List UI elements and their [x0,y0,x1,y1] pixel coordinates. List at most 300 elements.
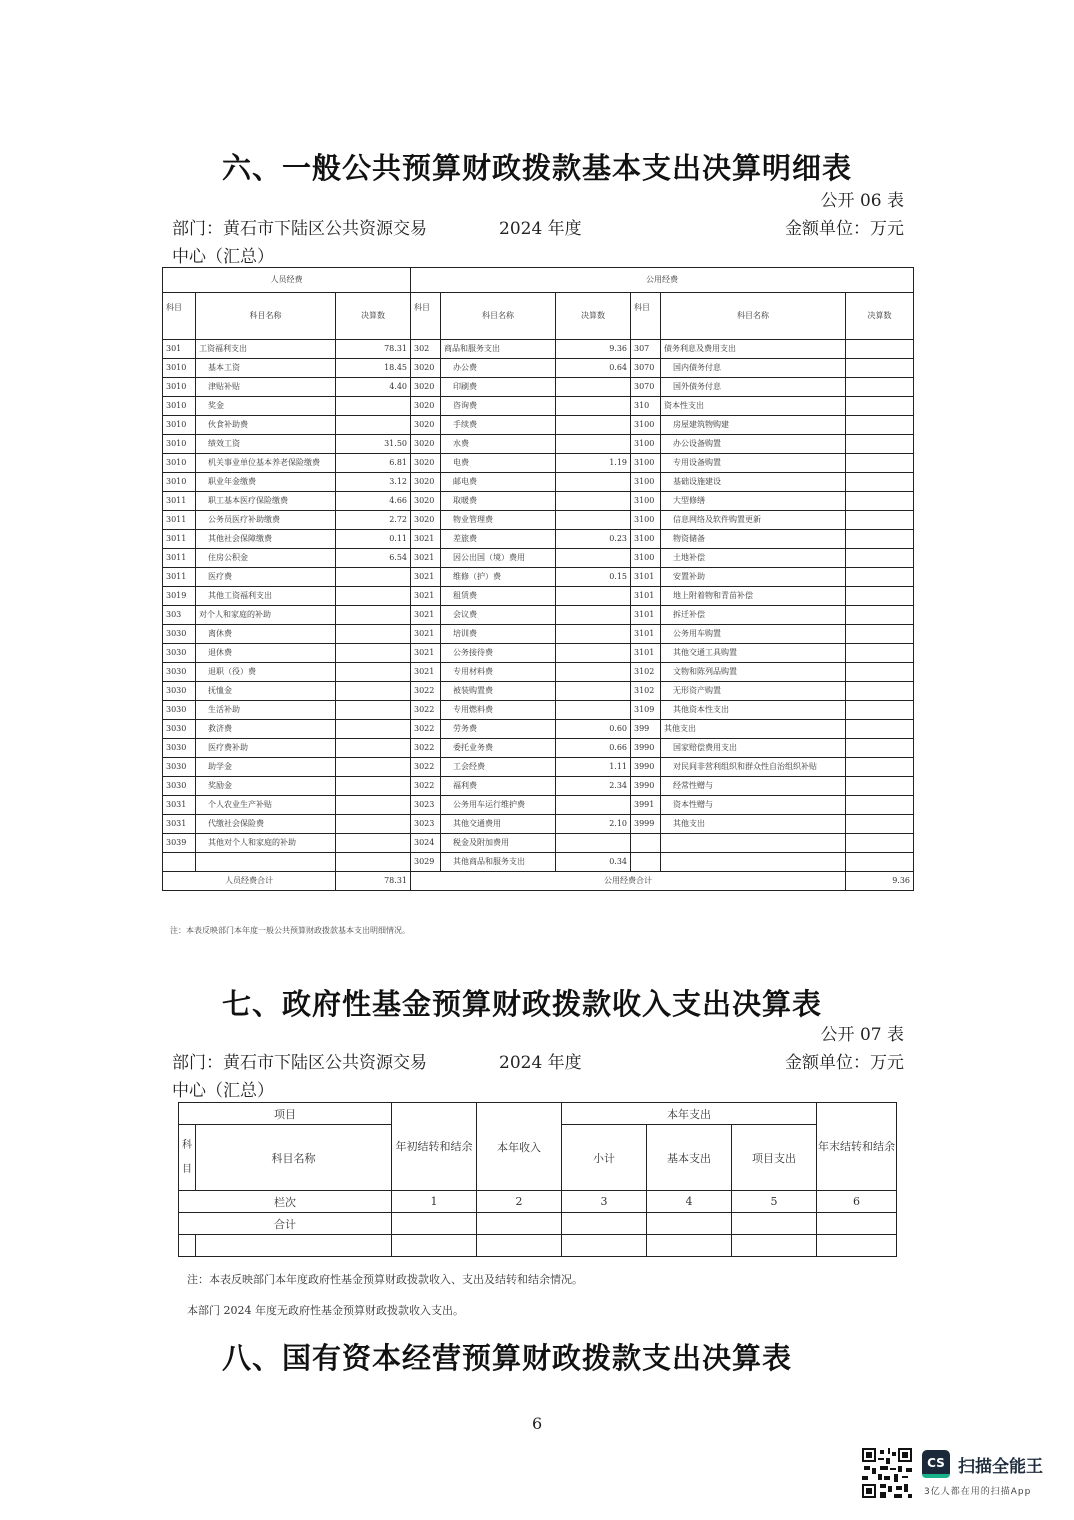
public-b-amount-cell [846,625,914,644]
public-a-code-cell: 3021 [411,663,441,682]
personnel-code-cell: 3031 [163,796,196,815]
group-personnel: 人员经费 [163,268,411,293]
header-subtotal: 小计 [562,1125,647,1191]
public-b-name-cell [661,853,846,872]
public-a-name-cell: 培训费 [441,625,556,644]
section6-dept-cont: 中心（汇总） [172,247,274,267]
public-a-code-cell: 3022 [411,758,441,777]
personnel-amount-cell [336,416,411,435]
table-row [163,340,914,359]
public-a-code-cell: 3020 [411,378,441,397]
col-name: 科目名称 [196,293,336,340]
public-b-amount-cell [846,815,914,834]
personnel-name-cell: 绩效工资 [196,435,336,454]
public-b-name-cell: 经常性赠与 [661,777,846,796]
public-a-name-cell: 邮电费 [441,473,556,492]
public-a-code-cell: 3021 [411,625,441,644]
personnel-amount-cell: 78.31 [336,340,411,359]
public-a-code-cell: 3020 [411,397,441,416]
personnel-code-cell: 3010 [163,416,196,435]
personnel-code-cell: 3010 [163,454,196,473]
public-b-name-cell: 基础设施建设 [661,473,846,492]
personnel-amount-cell: 0.11 [336,530,411,549]
public-b-amount-cell [846,416,914,435]
public-b-name-cell: 拆迁补偿 [661,606,846,625]
public-b-code-cell: 3101 [631,587,661,606]
personnel-name-cell: 奖金 [196,397,336,416]
personnel-code-cell: 3030 [163,777,196,796]
table-row [163,720,914,739]
empty-cell [562,1235,647,1257]
public-b-code-cell: 3101 [631,625,661,644]
section6-title: 六、一般公共预算财政拨款基本支出决算明细表 [222,151,853,185]
personnel-amount-cell [336,758,411,777]
public-b-code-cell: 3990 [631,777,661,796]
public-b-code-cell: 3100 [631,473,661,492]
public-b-name-cell: 无形资产购置 [661,682,846,701]
personnel-name-cell: 退职（役）费 [196,663,336,682]
public-b-code-cell: 3100 [631,530,661,549]
public-total-label: 公用经费合计 [411,872,846,891]
public-a-code-cell: 3021 [411,549,441,568]
section8-title: 八、国有资本经营预算财政拨款支出决算表 [222,1341,793,1375]
public-b-code-cell: 3991 [631,796,661,815]
public-a-amount-cell: 1.11 [556,758,631,777]
public-b-amount-cell [846,777,914,796]
personnel-amount-cell [336,587,411,606]
public-a-amount-cell: 0.34 [556,853,631,872]
public-b-name-cell [661,834,846,853]
personnel-amount-cell: 3.12 [336,473,411,492]
public-b-amount-cell [846,378,914,397]
public-b-name-cell: 其他资本性支出 [661,701,846,720]
personnel-code-cell: 3010 [163,378,196,397]
personnel-code-cell: 3010 [163,435,196,454]
public-b-name-cell: 国家赔偿费用支出 [661,739,846,758]
personnel-amount-cell: 2.72 [336,511,411,530]
empty-row [179,1235,897,1257]
public-a-code-cell: 3020 [411,359,441,378]
personnel-amount-cell [336,701,411,720]
public-b-code-cell: 3070 [631,359,661,378]
public-a-amount-cell [556,587,631,606]
personnel-code-cell: 3030 [163,739,196,758]
public-b-name-cell: 信息网络及软件购置更新 [661,511,846,530]
index-label: 栏次 [179,1191,392,1213]
public-a-amount-cell [556,796,631,815]
section6-table-no: 公开 06 表 [820,191,904,211]
table-row [163,663,914,682]
public-b-amount-cell [846,587,914,606]
personnel-amount-cell: 31.50 [336,435,411,454]
public-a-code-cell: 3029 [411,853,441,872]
table-row [163,644,914,663]
public-b-name-cell: 资本性支出 [661,397,846,416]
table-row [163,511,914,530]
public-b-code-cell: 3990 [631,758,661,777]
public-b-code-cell: 3100 [631,492,661,511]
table-row [163,701,914,720]
column-header-row [163,293,914,340]
section7-dept-cont: 中心（汇总） [172,1081,274,1101]
header-item: 项目 [179,1103,392,1125]
camscanner-slogan: 3亿人都在用的扫描App [924,1487,1032,1497]
public-a-code-cell: 3021 [411,644,441,663]
public-b-name-cell: 专用设备购置 [661,454,846,473]
empty-cell [179,1235,196,1257]
public-b-amount-cell [846,454,914,473]
public-b-amount-cell [846,435,914,454]
table-row [163,853,914,872]
public-b-name-cell: 办公设备购置 [661,435,846,454]
basic-expenditure-table [162,267,914,891]
public-a-name-cell: 专用燃料费 [441,701,556,720]
empty-cell [817,1235,897,1257]
public-a-code-cell: 3020 [411,492,441,511]
table-row [163,796,914,815]
public-a-code-cell: 3021 [411,530,441,549]
public-a-amount-cell [556,701,631,720]
personnel-code-cell: 3030 [163,625,196,644]
public-b-amount-cell [846,644,914,663]
personnel-amount-cell [336,397,411,416]
personnel-name-cell: 其他社会保障缴费 [196,530,336,549]
public-a-name-cell: 商品和服务支出 [441,340,556,359]
public-a-amount-cell: 2.34 [556,777,631,796]
section7-unit: 金额单位：万元 [785,1053,904,1073]
personnel-amount-cell [336,796,411,815]
public-b-amount-cell [846,834,914,853]
table-row [163,416,914,435]
personnel-name-cell: 抚恤金 [196,682,336,701]
personnel-amount-cell [336,777,411,796]
public-a-name-cell: 会议费 [441,606,556,625]
table-row [163,435,914,454]
empty-cell [477,1235,562,1257]
table-row [163,473,914,492]
index-cell: 6 [817,1191,897,1213]
public-a-code-cell: 3020 [411,454,441,473]
personnel-amount-cell: 18.45 [336,359,411,378]
section7-dept: 部门：黄石市下陆区公共资源交易 [172,1053,427,1073]
personnel-name-cell: 退休费 [196,644,336,663]
personnel-name-cell: 其他工资福利支出 [196,587,336,606]
public-a-name-cell: 委托业务费 [441,739,556,758]
table-row [163,492,914,511]
public-a-code-cell: 3024 [411,834,441,853]
public-a-name-cell: 公务用车运行维护费 [441,796,556,815]
public-a-name-cell: 办公费 [441,359,556,378]
public-a-name-cell: 其他交通费用 [441,815,556,834]
personnel-name-cell: 住房公积金 [196,549,336,568]
section7-table-no: 公开 07 表 [820,1025,904,1045]
section7-year: 2024 年度 [499,1053,582,1073]
public-a-code-cell: 3020 [411,511,441,530]
personnel-name-cell: 助学金 [196,758,336,777]
personnel-code-cell: 3011 [163,549,196,568]
header-name: 科目名称 [196,1125,392,1191]
index-cell: 1 [392,1191,477,1213]
public-a-code-cell: 3023 [411,796,441,815]
public-b-amount-cell [846,397,914,416]
personnel-code-cell: 3030 [163,644,196,663]
personnel-amount-cell [336,815,411,834]
public-b-name-cell: 文物和陈列品购置 [661,663,846,682]
table-row [163,777,914,796]
header-project: 项目支出 [732,1125,817,1191]
index-cell: 5 [732,1191,817,1213]
table-row [163,359,914,378]
public-a-name-cell: 水费 [441,435,556,454]
personnel-code-cell: 301 [163,340,196,359]
personnel-name-cell: 机关事业单位基本养老保险缴费 [196,454,336,473]
public-b-amount-cell [846,473,914,492]
public-b-code-cell: 3100 [631,416,661,435]
public-a-name-cell: 被装购置费 [441,682,556,701]
total-label: 合计 [179,1213,392,1235]
public-a-amount-cell [556,473,631,492]
public-a-code-cell: 3022 [411,701,441,720]
public-a-code-cell: 3022 [411,682,441,701]
camscanner-brand: 扫描全能王 [958,1457,1043,1477]
personnel-name-cell: 职工基本医疗保险缴费 [196,492,336,511]
public-a-amount-cell [556,511,631,530]
total-row [179,1213,897,1235]
table-row [163,549,914,568]
section6-unit: 金额单位：万元 [785,219,904,239]
public-a-name-cell: 手续费 [441,416,556,435]
public-b-code-cell: 307 [631,340,661,359]
qr-code-icon [862,1448,912,1498]
col-code: 科目 [631,293,661,340]
public-b-code-cell: 3100 [631,454,661,473]
personnel-amount-cell [336,720,411,739]
public-b-code-cell: 3100 [631,549,661,568]
public-a-name-cell: 咨询费 [441,397,556,416]
personnel-name-cell: 伙食补助费 [196,416,336,435]
table-row [163,378,914,397]
public-a-amount-cell [556,397,631,416]
header-end-balance: 年末结转和结余 [817,1103,897,1191]
public-a-amount-cell [556,378,631,397]
personnel-amount-cell [336,682,411,701]
public-a-code-cell: 3023 [411,815,441,834]
personnel-amount-cell: 4.40 [336,378,411,397]
public-b-name-cell: 物资储备 [661,530,846,549]
personnel-name-cell: 奖励金 [196,777,336,796]
personnel-code-cell: 3011 [163,568,196,587]
public-a-name-cell: 工会经费 [441,758,556,777]
section6-dept: 部门：黄石市下陆区公共资源交易 [172,219,427,239]
public-a-name-cell: 租赁费 [441,587,556,606]
public-b-name-cell: 资本性赠与 [661,796,846,815]
col-name: 科目名称 [661,293,846,340]
index-cell: 4 [647,1191,732,1213]
section6-year: 2024 年度 [499,219,582,239]
public-a-amount-cell: 0.15 [556,568,631,587]
personnel-name-cell: 津贴补贴 [196,378,336,397]
personnel-amount-cell [336,663,411,682]
personnel-code-cell: 3010 [163,473,196,492]
public-total-value: 9.36 [846,872,914,891]
public-a-code-cell: 3022 [411,739,441,758]
group-public: 公用经费 [411,268,914,293]
table-row [163,625,914,644]
page-number: 6 [532,1414,543,1433]
empty-cell [392,1235,477,1257]
public-a-name-cell: 物业管理费 [441,511,556,530]
table-row [163,587,914,606]
group-header-row [163,268,914,293]
camscanner-logo-icon: CS [922,1450,950,1478]
personnel-name-cell: 医疗费补助 [196,739,336,758]
public-b-amount-cell [846,701,914,720]
section7-note: 注：本表反映部门本年度政府性基金预算财政拨款收入、支出及结转和结余情况。 [187,1273,583,1286]
camscanner-watermark [862,1448,1062,1502]
personnel-total-value: 78.31 [336,872,411,891]
public-b-amount-cell [846,663,914,682]
col-amount: 决算数 [846,293,914,340]
personnel-code-cell: 3039 [163,834,196,853]
personnel-name-cell: 生活补助 [196,701,336,720]
public-b-name-cell: 地上附着物和青苗补偿 [661,587,846,606]
table-row [163,568,914,587]
empty-cell [562,1213,647,1235]
public-b-code-cell: 3109 [631,701,661,720]
index-row [179,1191,897,1213]
public-a-name-cell: 专用材料费 [441,663,556,682]
public-b-code-cell: 3101 [631,568,661,587]
public-b-code-cell: 3990 [631,739,661,758]
public-b-amount-cell [846,682,914,701]
table-row [163,834,914,853]
public-a-amount-cell [556,416,631,435]
gov-fund-table [178,1102,897,1257]
public-b-code-cell: 399 [631,720,661,739]
public-a-amount-cell [556,606,631,625]
public-a-amount-cell: 9.36 [556,340,631,359]
public-b-name-cell: 国外债务付息 [661,378,846,397]
personnel-code-cell: 3010 [163,397,196,416]
personnel-name-cell: 职业年金缴费 [196,473,336,492]
public-a-name-cell: 公务接待费 [441,644,556,663]
col-code: 科目 [163,293,196,340]
public-b-name-cell: 土地补偿 [661,549,846,568]
header-income: 本年收入 [477,1103,562,1191]
public-a-amount-cell [556,663,631,682]
table-row [163,739,914,758]
public-b-amount-cell [846,796,914,815]
empty-cell [392,1213,477,1235]
personnel-amount-cell [336,644,411,663]
personnel-code-cell: 3030 [163,701,196,720]
public-a-code-cell: 3021 [411,606,441,625]
table-row [163,606,914,625]
public-a-name-cell: 其他商品和服务支出 [441,853,556,872]
public-b-name-cell: 大型修缮 [661,492,846,511]
empty-cell [817,1213,897,1235]
personnel-code-cell: 303 [163,606,196,625]
public-b-name-cell: 其他支出 [661,720,846,739]
public-b-amount-cell [846,359,914,378]
public-b-name-cell: 国内债务付息 [661,359,846,378]
table-row [163,682,914,701]
personnel-amount-cell: 6.81 [336,454,411,473]
index-cell: 2 [477,1191,562,1213]
public-b-name-cell: 债务利息及费用支出 [661,340,846,359]
public-b-code-cell: 3102 [631,682,661,701]
header-begin-balance: 年初结转和结余 [392,1103,477,1191]
empty-cell [477,1213,562,1235]
public-a-code-cell: 3020 [411,473,441,492]
public-a-name-cell: 电费 [441,454,556,473]
public-a-name-cell: 维修（护）费 [441,568,556,587]
header-code: 科目 [179,1125,196,1191]
public-a-amount-cell: 1.19 [556,454,631,473]
section6-note: 注：本表反映部门本年度一般公共预算财政拨款基本支出明细情况。 [170,926,410,935]
public-b-code-cell [631,834,661,853]
public-a-amount-cell [556,682,631,701]
public-a-name-cell: 差旅费 [441,530,556,549]
public-b-amount-cell [846,568,914,587]
public-b-code-cell: 3101 [631,644,661,663]
personnel-name-cell: 医疗费 [196,568,336,587]
personnel-amount-cell: 6.54 [336,549,411,568]
personnel-name-cell: 公务员医疗补助缴费 [196,511,336,530]
public-a-amount-cell [556,625,631,644]
personnel-code-cell: 3030 [163,720,196,739]
public-a-amount-cell: 0.64 [556,359,631,378]
public-b-code-cell: 3070 [631,378,661,397]
table-row [163,815,914,834]
empty-cell [196,1235,392,1257]
personnel-name-cell: 工资福利支出 [196,340,336,359]
total-row [163,872,914,891]
public-a-amount-cell [556,549,631,568]
personnel-name-cell: 对个人和家庭的补助 [196,606,336,625]
personnel-name-cell: 基本工资 [196,359,336,378]
personnel-amount-cell [336,625,411,644]
public-a-code-cell: 3022 [411,777,441,796]
personnel-name-cell: 其他对个人和家庭的补助 [196,834,336,853]
public-b-code-cell: 3100 [631,435,661,454]
public-a-name-cell: 福利费 [441,777,556,796]
public-b-code-cell: 3100 [631,511,661,530]
public-a-name-cell: 取暖费 [441,492,556,511]
public-a-code-cell: 3020 [411,435,441,454]
public-b-code-cell: 3102 [631,663,661,682]
public-b-name-cell: 其他支出 [661,815,846,834]
public-b-code-cell [631,853,661,872]
col-amount: 决算数 [556,293,631,340]
public-b-amount-cell [846,511,914,530]
section7-title: 七、政府性基金预算财政拨款收入支出决算表 [222,987,823,1021]
personnel-code-cell: 3011 [163,511,196,530]
col-code: 科目 [411,293,441,340]
public-a-code-cell: 3022 [411,720,441,739]
public-b-code-cell: 310 [631,397,661,416]
table-row [163,758,914,777]
public-b-amount-cell [846,758,914,777]
public-a-amount-cell [556,435,631,454]
public-a-amount-cell: 0.60 [556,720,631,739]
public-b-amount-cell [846,340,914,359]
public-a-name-cell: 劳务费 [441,720,556,739]
personnel-total-label: 人员经费合计 [163,872,336,891]
personnel-code-cell: 3030 [163,682,196,701]
public-a-name-cell: 印刷费 [441,378,556,397]
empty-cell [732,1213,817,1235]
